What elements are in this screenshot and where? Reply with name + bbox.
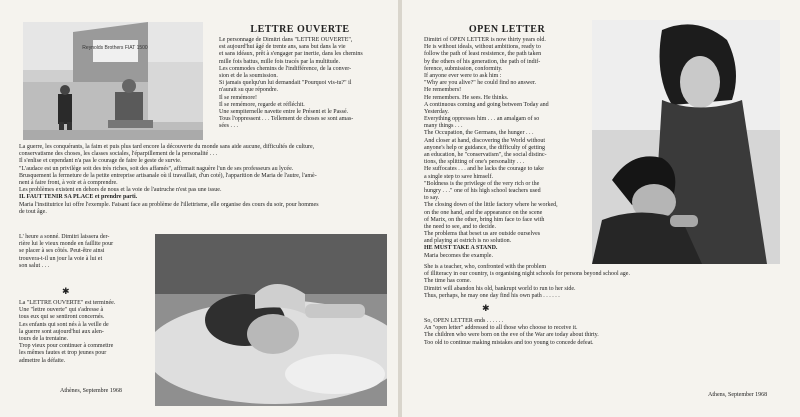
text-line: trouvera-t-il un jour la voie à lui et [19,255,103,262]
text-line: Everything oppresses him . . . an amalgam of so [424,116,540,123]
text-line: HE MUST TAKE A STAND. [424,245,498,252]
text-line: Brusquement la fermeture de la petite entreprise artisanale où il travaillait, d'un coté), l'apparition de Maria de l'autre, l'amè- [19,172,317,179]
text-line: tours de la trentaine. [19,335,68,342]
text-line: mille fois battus, mille fois tracés par la multitude. [219,58,340,65]
text-line: Il se remémore, regarde et réfléchit. [219,101,305,108]
body-paragraph [19,144,319,216]
text-line: tous eux qui se sentiront concernés. [19,314,105,321]
text-line: La guerre, les conquérants, la faim et puis plus tard encore la découverte du monde sans aide aucune, difficultés de culture, [19,144,315,150]
text-line: He suffocates . . . and he lacks the courage to take [424,166,544,173]
text-line: and playing at ostrich is no solution. [424,238,512,245]
text-line: Dimitri will abandon his old, bankrupt world to run to her side. [424,285,576,292]
text-line: conservatisme des choses, les classes sociales, l'éparpillement de la personalité . . . [19,151,218,158]
text-line: Il se remémore! [219,94,257,101]
text-line: on the one hand, and the appearance on the scene [424,209,543,216]
text-line: Une "lettre ouverte" qui s'adresse à [19,307,104,314]
text-line: Si jamais quelqu'un lui demandait "Pourquoi vis-tu?" il [219,80,352,87]
text-line: rière lui le vieux monde en faillite pour [19,241,114,248]
text-line: L' heure a sonné. Dimitri laissera der- [19,234,110,240]
text-line: If anyone ever were to ask him : [424,72,502,79]
text-line: Too old to continue making mistakes and too young to concede defeat. [424,339,594,346]
text-line: IL FAUT TENIR SA PLACE et prendre parti. [19,194,138,201]
text-line: est aujourd'hui âgé de trente ans, sans but dans la vie [219,44,346,51]
text-line: The Occupation, the Germans, the hunger . . . [424,130,534,137]
text-line: nent à faire front, à voir et à comprendre. [19,179,118,186]
text-line: She is a teacher, who, confronted with the problem [424,264,547,270]
text-line: les mêmes fautes et trop jeunes pour [19,350,107,357]
closing-paragraph [424,318,599,347]
sleeping-man-photo [155,234,387,406]
text-line: "Boldness is the privilege of the very rich or the [424,180,540,187]
text-line: The problems that beset us are outside ourselves [424,231,541,238]
text-line: n'aurait su que répondre. [219,87,279,94]
text-line: hungry . . ." one of his high school teachers used [424,187,541,194]
text-line: ference, submission, conformity. [424,65,503,72]
text-line: by the others of his generation, the path of indif- [424,58,541,65]
text-line: a single step to save himself. [424,173,493,180]
text-line: Maria becomes the example. [424,252,493,259]
text-line: The time has come. [424,278,471,285]
text-line: follow the path of least resistence, the path taken [424,51,542,58]
text-line: A continuous coming and going between Today and [424,101,549,108]
main-column [424,37,558,260]
text-line: The children who were born on the eve of the War are today about thirty. [424,332,599,339]
text-line: et sans idéaux, prêt à s'engager par inertie, dans les chemins [219,51,363,58]
text-line: de tout âge. [19,208,47,215]
text-line: "Why are you alive?" he could find no answer. [424,80,537,87]
text-line: Une sempiternelle navette entre le Présent et le Passé. [219,108,349,115]
text-line: an education, he "conservatism", the social distinc- [424,152,547,158]
text-line: se placer à ses côtés. Peut-être ainsi [19,248,105,255]
text-line: son salut . . . [19,262,50,269]
star-separator-icon: ✱ [482,303,490,313]
text-line: admettre la défaite. [19,357,66,364]
text-line: to say. [424,195,440,202]
text-line: La "LETTRE OUVERTE" est terminée. [19,300,116,306]
wide-paragraph [424,264,630,300]
text-line: Les enfants qui sont nés à la veille de [19,321,109,328]
text-line: of illiteracy in our country, is organising night schools for persons beyond school age. [424,271,630,278]
text-line: "L'audace est un privilège soit des très riches, soit des affamés", affirmait naguère l'un de ses professeurs au lycée. [19,165,294,172]
text-line: Il s'enlise et cependant n'a pas le courage de faire le geste de survie. [19,158,182,165]
text-line: Maria l'institutrice lui offre l'exemple. Faisant face au problème de l'illettrisme, elle organise des cours du soir, pour hommes [19,201,319,208]
text-line: He remembers. He sees. He thinks. [424,94,509,101]
text-line: sées . . . [219,123,238,130]
small-paragraph [19,234,113,270]
signature: Athènes, Septembre 1968 [60,388,122,394]
text-line: la guerre sont aujourd'hui aux alen- [19,328,104,335]
text-line: And closer at hand, discovering the World without [424,137,546,144]
text-line: of Marix, on the other, bring him face to face with [424,216,545,223]
text-line: sion et de la soumission. [219,72,278,79]
text-line: many things . . . [424,123,463,130]
text-line: He remembers! [424,87,462,94]
text-line: Yesterday. [424,108,449,115]
text-line: Tous l'oppressent . . . Tellement de choses se sont amas- [219,116,354,123]
text-line: Trop vieux pour continuer à commettre [19,343,114,350]
text-line: He is without ideals, without ambitions, ready to [424,44,541,51]
text-line: the need to see, and to decide. [424,223,496,230]
text-line: tions, the splitting of one's personality . . . [424,159,525,166]
text-line: Thus, perhaps, he may one day find his own path . . . . . . [424,292,560,299]
text-line: anyone's help or guidance, the difficulty of getting [424,144,545,151]
text-line: Les problèmes existent en dehors de nous et la voie de l'autruche n'est pas une issue. [19,187,222,194]
text-line: Dimitri of OPEN LETTER is now thirty years old. [424,37,546,43]
text-line: Le personnage de Dimitri dans "LETTRE OUVERTE", [219,37,353,43]
left-page [0,0,398,417]
right-page [402,0,800,417]
star-separator-icon: ✱ [62,286,70,296]
closing-paragraph [19,300,115,365]
intro-paragraph [219,37,363,130]
signature: Athens, September 1968 [708,392,768,398]
text-line: An "open letter" addressed to all those who choose to receive it. [424,325,578,332]
shop-sign-text: Reynolds Brothers FIAT 1500 [82,45,148,51]
text-line: Les commodes chemins de l'indifférence, de la conver- [219,65,352,72]
street-photo [23,22,203,140]
page-title-greek: LETTRE OUVERTE [250,24,350,35]
text-line: So, OPEN LETTER ends . . . . . . [424,318,504,324]
text-line: The closing down of the little factory where he worked, [424,202,558,209]
couple-photo [592,20,780,264]
page-title-english: OPEN LETTER [468,24,546,35]
